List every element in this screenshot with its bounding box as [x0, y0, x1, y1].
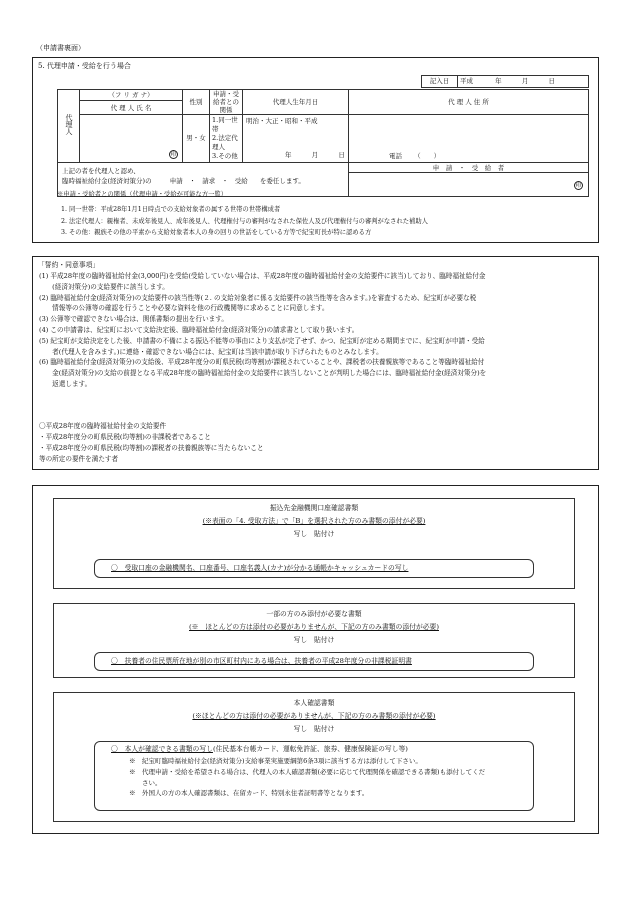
birth-eras: 明治・大正・昭和・平成 [246, 117, 318, 125]
identity-note: ※ 代理申請・受給を希望される場合は、代理人の本人確認書類(必要に応じて代理関係を確認できる書類)も添付してくだ [129, 767, 486, 776]
identity-document-card [53, 692, 575, 822]
requirements-end: 等の所定の要件を満たす者 [39, 455, 119, 463]
bank-item: 〇 受取口座の金融機関名、口座番号、口座名義人(カナ)が分かる通帳かキャッシュカードの写し [111, 564, 409, 572]
entry-date-field[interactable] [458, 76, 589, 88]
proxy-table [57, 89, 589, 197]
applicant-label: 申 請 ・ 受 給 者 [349, 163, 588, 173]
identity-notes [129, 756, 529, 799]
pledge-title: 「誓約・同意事項」 [38, 261, 100, 269]
proxy-section [32, 57, 599, 243]
pledge-item: 返還します。 [39, 379, 92, 388]
delegate-line2 [62, 176, 344, 186]
entry-date-table [421, 75, 589, 88]
bank-card-title: 振込先金融機関口座確認書類 [269, 504, 359, 512]
birth-month: 月 [311, 150, 319, 159]
bank-document-card [53, 498, 575, 589]
partial-card-note: (※ ほとんどの方は添付の必要がありませんが、下記の方のみ書類の添付が必要) [189, 623, 439, 632]
pledge-item: 情報等の公簿等の確認を行うことや必要な資料を他の行政機関等に求めることに同意します。 [39, 304, 329, 313]
identity-paste-area[interactable] [94, 741, 534, 811]
identity-card-title: 本人確認書類 [293, 699, 335, 707]
pledge-item: (1) 平成28年度の臨時福祉給付金(3,000円)を受給(受給していない場合は、平成28年度の臨時福祉給付金の支給要件に該当)しており、臨時福祉給付金 [39, 272, 486, 280]
identity-item-rest: (住民基本台帳カード、運転免許証、旅券、健康保険証の写し等) [212, 745, 408, 753]
delegate-suffix: を委任します。 [259, 177, 305, 185]
furigana-label: （フ リ ガ ナ） [80, 90, 183, 101]
identity-note: ※ 紀宝町臨時福祉給付金(経済対策分)支給事業実施要綱第6条3項に該当する方は添付して下さい。 [129, 757, 422, 765]
relation-option-2: 2.法定代理人 [212, 134, 238, 151]
partial-paste-area[interactable] [94, 652, 534, 671]
requirements-title: 〇平成28年度の臨時福祉給付金の支給要件 [39, 422, 167, 430]
partial-item: 〇 扶養者の住民票所在地が別の市区町村内にある場合は、扶養者の平成28年度分の非課税証明書 [111, 657, 412, 665]
pledge-item: (4) この申請書は、紀宝町において支給決定後、臨時福祉給付金(経済対策分)の請求書として取り扱います。 [39, 325, 359, 334]
delegate-line1: 上記の者を代理人と認め、 [62, 167, 140, 175]
relation-option-1: 1.同一世帯 [212, 116, 238, 133]
relation-notes [61, 204, 428, 239]
entry-date-year: 年 [495, 77, 502, 86]
delegate-actions[interactable]: 申請 ・ 請求 ・ 受給 [169, 177, 248, 185]
birth-field[interactable] [243, 115, 349, 163]
pledge-items [39, 271, 594, 390]
identity-note: ※ 外国人の方の本人確認書類は、在留カード、特別永住者証明書等となります。 [129, 789, 369, 798]
identity-item-lead: 〇 本人が確認できる書類の写し [111, 745, 213, 753]
requirements-block [39, 421, 264, 465]
pledge-item: (5) 紀宝町が支給決定をした後、申請書の不備による振込不能等の事由により支払が完了せず、かつ、紀宝町が定める期間までに、紀宝町が申請・受給 [39, 336, 485, 345]
bank-card-note: (※表面の「4. 受取方法」で「B」を選択された方のみ書類の添付が必要) [202, 517, 426, 526]
requirement-item: ・平成28年度分の町県民税(均等割)の非課税者であること [39, 433, 211, 441]
pledge-item: (6) 臨時福祉給付金(経済対策分)の支給後、平成28年度分の町県民税(均等割)が課税されていることや、課税者の扶養親族等であること等臨時福祉給付 [39, 358, 485, 367]
applicant-cell[interactable] [349, 163, 589, 197]
relation-note: 2. 法定代理人：親権者、未成年後見人、成年後見人、代理権付与の審判がなされた保佐人及び代理権付与の審判がなされた補助人 [61, 217, 428, 225]
section-title: 5. 代理申請・受給を行う場合 [38, 62, 131, 70]
attachments-section [32, 485, 599, 834]
birth-year: 年 [285, 150, 292, 159]
partial-document-card [53, 603, 575, 678]
delegate-prefix: 臨時福祉給付金(経済対策分)の [62, 177, 152, 185]
relation-option-3: 3.その他 [212, 152, 238, 160]
entry-date-month: 月 [521, 77, 529, 86]
address-field[interactable] [349, 115, 589, 163]
address-label: 代 理 人 住 所 [349, 90, 589, 115]
pledge-item: 金(経済対策分)の支給の前提となる平成28年度の臨時福祉給付金の支給要件に該当しないことが判明した場合には、臨時福祉給付金(経済対策分)を [39, 369, 487, 378]
requirement-item: ・平成28年度分の町県民税(均等割)の課税者の扶養親族等に当たらないこと [39, 444, 264, 452]
proxy-row-header-text: 代理人 [65, 114, 73, 135]
pledge-item: 者(代理人を含みます。)に連絡・確認できない場合には、紀宝町は当該申請が取り下げられたものとみなします。 [39, 347, 383, 356]
relation-label: 申請・受給者との関係 [210, 90, 243, 115]
partial-card-title: 一部の方のみ添付が必要な書類 [266, 610, 362, 618]
entry-date-label: 記入日 [422, 76, 458, 88]
birth-day: 日 [338, 150, 345, 159]
partial-paste-label: 写し 貼付け [293, 635, 335, 644]
birth-ymd [285, 151, 345, 159]
pledge-section [32, 256, 599, 470]
pledge-item: (経済対策分)の支給要件に該当します。 [39, 282, 169, 291]
identity-item [111, 745, 408, 753]
entry-date-day: 日 [548, 77, 555, 86]
bank-paste-area[interactable] [94, 559, 534, 578]
gender-field[interactable]: 男・女 [183, 115, 210, 163]
identity-card-note: (※ほとんどの方は添付の必要がありませんが、下記の方のみ書類の添付が必要) [192, 712, 436, 721]
phone-label: 電話 [389, 151, 402, 160]
relation-note: 1. 同一世帯：平成28年1月1日時点での支給対象者の属する世帯の世帯構成者 [61, 206, 281, 213]
name-field[interactable] [80, 115, 183, 163]
pledge-item: (3) 公簿等で確認できない場合は、関係書類の提出を行います。 [39, 315, 228, 324]
relation-note: 3. その他：親族その他の平素から支給対象者本人の身の回りの世話をしている方等で紀宝町長が特に認める方 [61, 229, 372, 236]
relation-field[interactable] [210, 115, 243, 163]
applicant-seal-mark: 印 [575, 182, 582, 189]
seal-mark: 印 [170, 151, 177, 158]
identity-paste-label: 写し 貼付け [293, 724, 335, 733]
gender-label: 性別 [183, 90, 210, 115]
entry-date-era: 平成 [460, 77, 473, 86]
bank-paste-label: 写し 貼付け [293, 529, 335, 538]
page-header: （申請書裏面） [36, 44, 85, 52]
identity-note: さい。 [129, 778, 162, 787]
phone-parens: （ ） [414, 151, 441, 160]
name-label: 代 理 人 氏 名 [80, 101, 183, 115]
relation-notes-title: ※申請・受給者との関係（代理申請・受給が可能な方一覧） [57, 191, 228, 198]
proxy-row-header [58, 90, 80, 163]
pledge-item: (2) 臨時福祉給付金(経済対策分)の支給要件の該当性等(２. の支給対象者に係る支給要件の該当性等を含みます。)を審査するため、紀宝町が必要な税 [39, 293, 477, 302]
birth-label: 代理人生年月日 [243, 90, 349, 115]
